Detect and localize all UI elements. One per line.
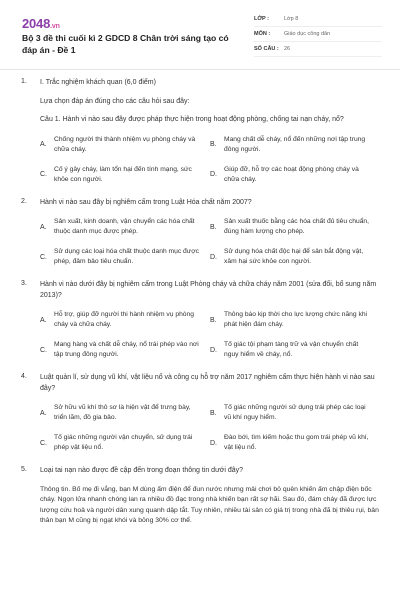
option-letter: D. — [210, 253, 217, 261]
question-1 — [0, 78, 400, 186]
question-number: 1. — [21, 78, 27, 85]
answer-option-a[interactable] — [40, 216, 210, 238]
question-stem-line: Hành vi nào sau đây bị nghiêm cấm trong Luật Hóa chất năm 2007? — [40, 198, 252, 206]
option-letter: B. — [210, 141, 217, 148]
option-text: Sản xuất, kinh doanh, vận chuyển các hóa chất thuộc danh mục được phép. — [54, 218, 195, 235]
option-letter: A. — [40, 409, 47, 417]
answer-option-a[interactable] — [40, 134, 210, 156]
answer-option-c[interactable] — [40, 432, 210, 454]
exam-meta-table — [254, 12, 382, 57]
option-text: Tố giác tội phạm tàng trữ và vận chuyển chất nguy hiểm về cháy, nổ. — [224, 341, 359, 358]
option-text: Chống người thi thành nhiệm vụ phòng cháy và chữa cháy. — [54, 135, 196, 153]
option-text: Mang hàng và chất dễ cháy, nổ trái phép vào nơi tập trung đông người. — [54, 341, 199, 358]
meta-value: 26 — [284, 46, 291, 52]
question-5 — [0, 466, 400, 527]
answer-options — [40, 402, 380, 454]
question-stem-line: I. Trắc nghiệm khách quan (6,0 điểm) — [40, 79, 156, 86]
answer-option-b[interactable] — [210, 309, 380, 331]
answer-option-d[interactable] — [210, 432, 380, 454]
option-text: Giúp đỡ, hỗ trợ các hoạt động phòng cháy và chữa cháy. — [224, 165, 359, 183]
option-text: Đào bới, tìm kiếm hoặc thu gom trái phép vũ khí, vật liệu nổ. — [224, 434, 369, 451]
question-list — [0, 78, 400, 539]
meta-key: SỐ CÂU : — [254, 46, 279, 52]
option-text: Sở hữu vũ khí thô sơ là hiện vật để trưng bày, triển lãm, đồ gia bảo. — [54, 404, 191, 421]
answer-option-a[interactable] — [40, 402, 210, 424]
option-letter: B. — [210, 316, 217, 324]
meta-key: LỚP : — [254, 16, 269, 22]
option-text: Hỗ trợ, giúp đỡ người thi hành nhiệm vụ phòng cháy và chữa cháy. — [54, 311, 194, 328]
option-letter: A. — [40, 316, 47, 324]
meta-row-class — [254, 12, 382, 27]
option-letter: D. — [210, 346, 217, 354]
answer-option-c[interactable] — [40, 339, 210, 361]
answer-option-d[interactable] — [210, 246, 380, 268]
option-text: Thông báo kịp thời cho lực lượng chức năng khi phát hiện đám cháy. — [224, 311, 368, 328]
answer-option-a[interactable] — [40, 309, 210, 331]
option-letter: B. — [210, 409, 217, 417]
answer-option-b[interactable] — [210, 216, 380, 238]
question-3 — [0, 280, 400, 361]
option-letter: C. — [40, 439, 47, 447]
option-text: Tố giác những người vận chuyển, sử dụng trái phép vật liệu nổ. — [54, 434, 193, 451]
meta-row-count — [254, 42, 382, 57]
question-number: 2. — [21, 197, 27, 205]
question-number: 3. — [21, 280, 27, 287]
answer-option-b[interactable] — [210, 402, 380, 424]
option-text: Sử dụng các loại hóa chất thuộc danh mục được phép, đảm bảo tiêu chuẩn. — [54, 248, 199, 265]
logo-suffix: .vn — [50, 23, 60, 30]
question-number: 4. — [21, 373, 27, 380]
option-letter: D. — [210, 171, 217, 178]
option-letter: A. — [40, 141, 47, 148]
question-stem-line: Loại tai nạn nào được đề cập đến trong đoạn thông tin dưới đây? — [40, 467, 244, 474]
question-stem-line: Lựa chọn đáp án đúng cho các câu hỏi sau đây: — [40, 97, 190, 105]
answer-option-b[interactable] — [210, 134, 380, 156]
question-stem-line: Câu 1. Hành vi nào sau đây được pháp thực hiện trong hoạt động phòng, chống tai nạn cháy, nổ? — [40, 116, 344, 123]
answer-option-d[interactable] — [210, 339, 380, 361]
page-header — [0, 0, 400, 70]
option-text: Sử dụng hóa chất độc hại để sản bắt động vật, xâm hại sức khỏe con người. — [224, 248, 364, 265]
option-letter: A. — [40, 223, 47, 231]
meta-row-subject — [254, 27, 382, 42]
option-letter: D. — [210, 439, 217, 447]
site-logo[interactable] — [22, 16, 60, 31]
option-text: Mang chất dễ cháy, nổ đến những nơi tập trung đông người. — [224, 135, 366, 153]
question-number: 5. — [21, 466, 27, 473]
answer-option-d[interactable] — [210, 164, 380, 186]
answer-options — [40, 309, 380, 361]
answer-options — [40, 216, 380, 268]
answer-options — [40, 134, 380, 186]
meta-value: Lớp 8 — [284, 16, 299, 22]
document-title: Bộ 3 đề thi cuối kì 2 GDCD 8 Chân trời sáng tạo có đáp án - Đề 1 — [22, 33, 229, 55]
answer-option-c[interactable] — [40, 164, 210, 186]
question-stem-line: Hành vi nào dưới đây bị nghiêm cấm trong Luật Phòng cháy và chữa cháy năm 2001 (sửa đổi, bổ sung năm 2013)? — [40, 281, 377, 299]
option-letter: C. — [40, 346, 47, 354]
option-letter: C. — [40, 171, 47, 178]
option-text: Cố ý gây cháy, làm tổn hại đến tính mạng, sức khỏe con người. — [54, 165, 192, 183]
question-4 — [0, 373, 400, 454]
question-stem-line: Luật quản lí, sử dụng vũ khí, vật liệu nổ và công cụ hỗ trợ năm 2017 nghiêm cấm thực hiện hành vi nào sau đây? — [40, 374, 375, 392]
option-text: Sản xuất thuốc bằng các hóa chất đủ tiêu chuẩn, đúng hàm lượng cho phép. — [224, 218, 370, 235]
logo-text: 2048 — [22, 16, 51, 31]
answer-option-c[interactable] — [40, 246, 210, 268]
question-2 — [0, 198, 400, 269]
meta-key: MÔN : — [254, 31, 271, 37]
option-text: Tố giác những người sử dụng trái phép các loại vũ khí nguy hiểm. — [224, 404, 366, 421]
option-letter: C. — [40, 253, 47, 261]
meta-value: Giáo dục công dân — [284, 31, 331, 37]
info-paragraph: Thông tin. Bố mẹ đi vắng, bạn M dùng ấm điện để đun nước nhưng mải chơi bỏ quên khiến ấm chập điện bốc cháy. Ngọn lửa nhanh chóng lan ra nhiều đồ đạc trong nhà khiến bạn rất sợ hãi. Sau đó, đám cháy đã được lực lượng cứu hoả và người dân xung quanh dập tắt. Tuy nhiên, nhiều tài sản có giá trị trong nhà đã bị thiêu rụi, bản thân bạn M cũng bị ngạt khói và bỏng 30% cơ thể. — [40, 485, 379, 524]
option-letter: B. — [210, 223, 217, 231]
